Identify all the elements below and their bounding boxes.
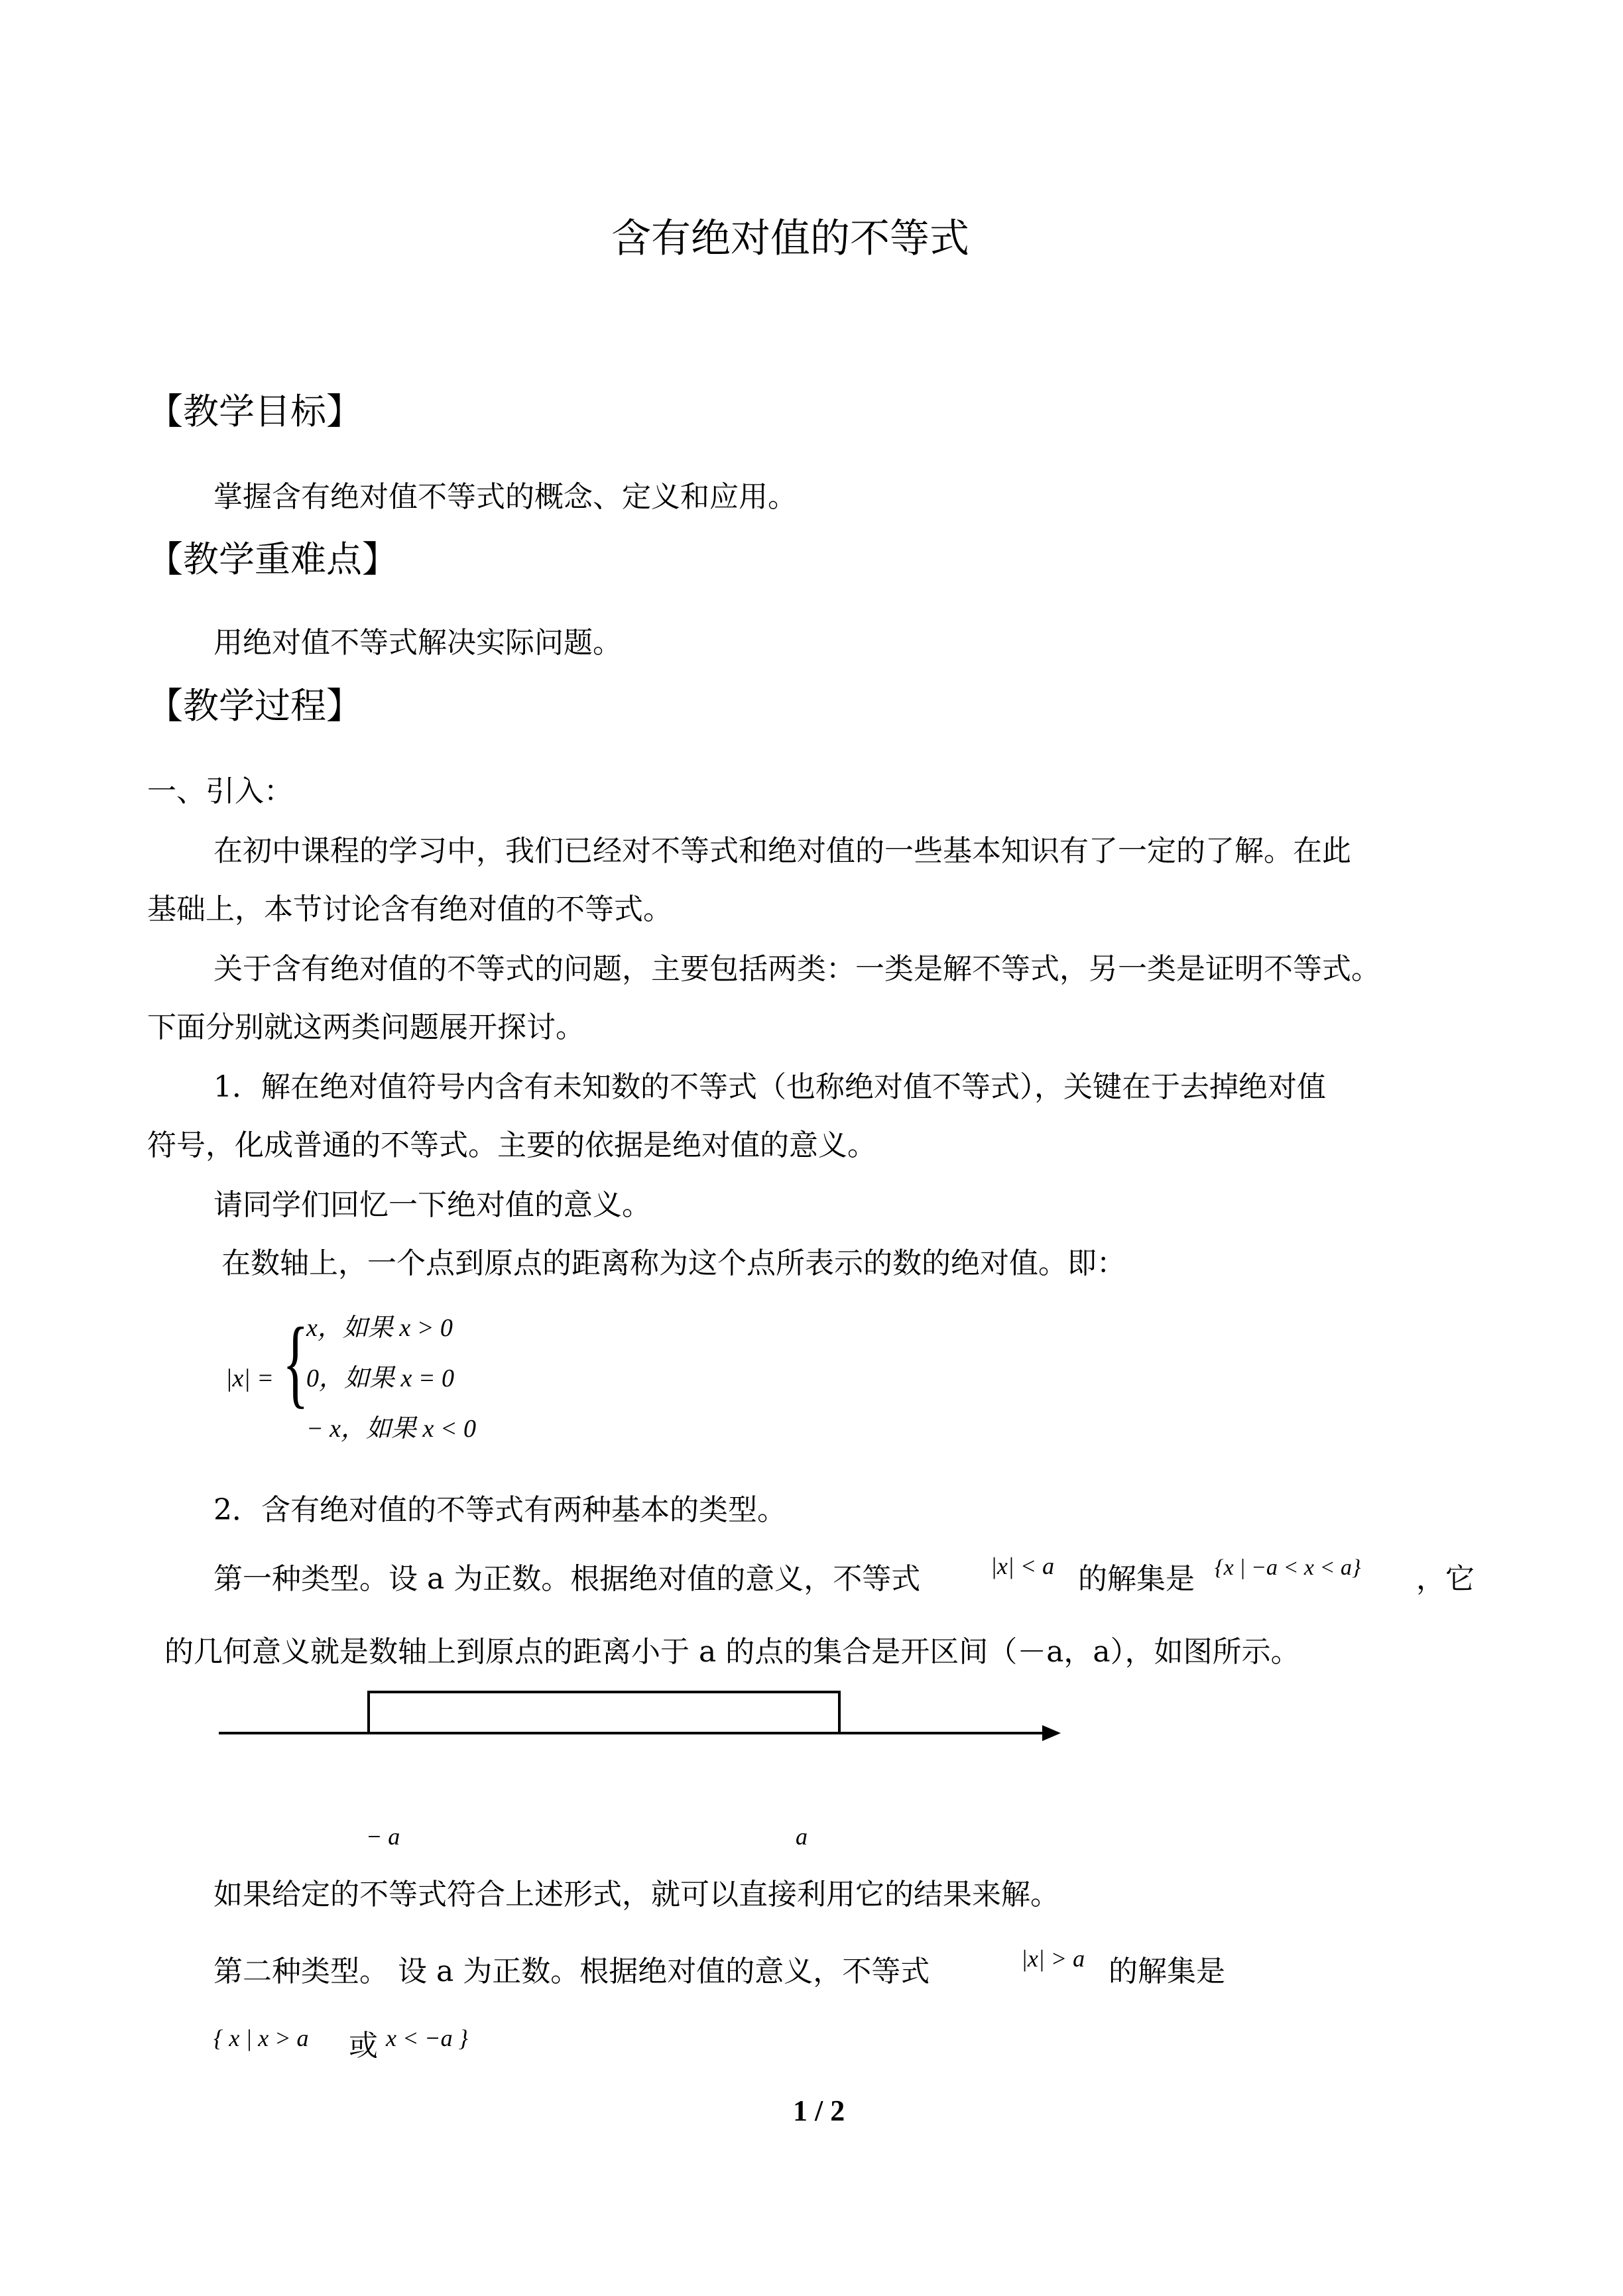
type-1-inequality: |x| < a xyxy=(991,1553,1055,1579)
paragraph-5: 在数轴上，一个点到原点的距离称为这个点所表示的数的绝对值。即： xyxy=(221,1246,1126,1280)
abs-case-zero: 0，如果 x = 0 xyxy=(306,1364,455,1392)
type-2-solution-set-a: { x | x > a xyxy=(213,2025,309,2051)
heading-teaching-goal: 【教学目标】 xyxy=(147,391,362,432)
abs-case-positive: x，如果 x > 0 xyxy=(306,1314,453,1342)
label-a: a xyxy=(796,1823,808,1850)
label-negative-a: − a xyxy=(366,1823,400,1850)
type-1-text-a: 第一种类型。设 a 为正数。根据绝对值的意义，不等式 xyxy=(213,1562,921,1596)
paragraph-6: 2．含有绝对值的不等式有两种基本的类型。 xyxy=(213,1493,786,1527)
intro-label: 一、引入： xyxy=(147,774,293,808)
paragraph-2-line-1: 关于含有绝对值的不等式的问题，主要包括两类：一类是解不等式，另一类是证明不等式。 xyxy=(213,952,1380,986)
paragraph-1-line-2: 基础上，本节讨论含有绝对值的不等式。 xyxy=(147,892,672,926)
type-2-inequality: |x| > a xyxy=(1021,1945,1085,1972)
abs-definition-lhs: |x| = xyxy=(225,1364,274,1392)
abs-case-negative: − x，如果 x < 0 xyxy=(306,1415,477,1443)
teaching-goal-text: 掌握含有绝对值不等式的概念、定义和应用。 xyxy=(213,480,797,514)
paragraph-3-line-1: 1．解在绝对值符号内含有未知数的不等式（也称绝对值不等式），关键在于去掉绝对值 xyxy=(213,1070,1326,1104)
type-1-text-c: ，它 xyxy=(1416,1562,1474,1596)
open-interval-bracket xyxy=(369,1692,839,1733)
heading-key-points: 【教学重难点】 xyxy=(147,538,398,580)
paragraph-2-line-2: 下面分别就这两类问题展开探讨。 xyxy=(147,1010,585,1044)
type-1-line-2: 的几何意义就是数轴上到原点的距离小于 a 的点的集合是开区间（－a，a），如图所示。 xyxy=(164,1635,1300,1669)
paragraph-4: 请同学们回忆一下绝对值的意义。 xyxy=(213,1188,651,1222)
abs-definition-brace: { xyxy=(282,1307,309,1418)
page-title: 含有绝对值的不等式 xyxy=(611,215,969,262)
type-2-solution-or: 或 xyxy=(349,2029,378,2063)
paragraph-3-line-2: 符号，化成普通的不等式。主要的依据是绝对值的意义。 xyxy=(147,1128,876,1162)
heading-teaching-process: 【教学过程】 xyxy=(147,685,362,727)
type-1-text-b: 的解集是 xyxy=(1078,1562,1195,1596)
key-points-text: 用绝对值不等式解决实际问题。 xyxy=(213,626,622,660)
paragraph-1-line-1: 在初中课程的学习中，我们已经对不等式和绝对值的一些基本知识有了一定的了解。在此 xyxy=(213,834,1351,868)
type-1-solution-set: {x | −a < x < a} xyxy=(1215,1555,1361,1580)
type-2-solution-set-b: x < −a } xyxy=(386,2025,468,2051)
type-2-text-b: 的解集是 xyxy=(1109,1955,1225,1988)
paragraph-7: 如果给定的不等式符合上述形式，就可以直接利用它的结果来解。 xyxy=(213,1878,1059,1911)
type-2-text-a: 第二种类型。 设 a 为正数。根据绝对值的意义，不等式 xyxy=(213,1955,930,1988)
number-line-arrowhead xyxy=(1042,1725,1061,1741)
page-number: 1 / 2 xyxy=(793,2094,845,2127)
